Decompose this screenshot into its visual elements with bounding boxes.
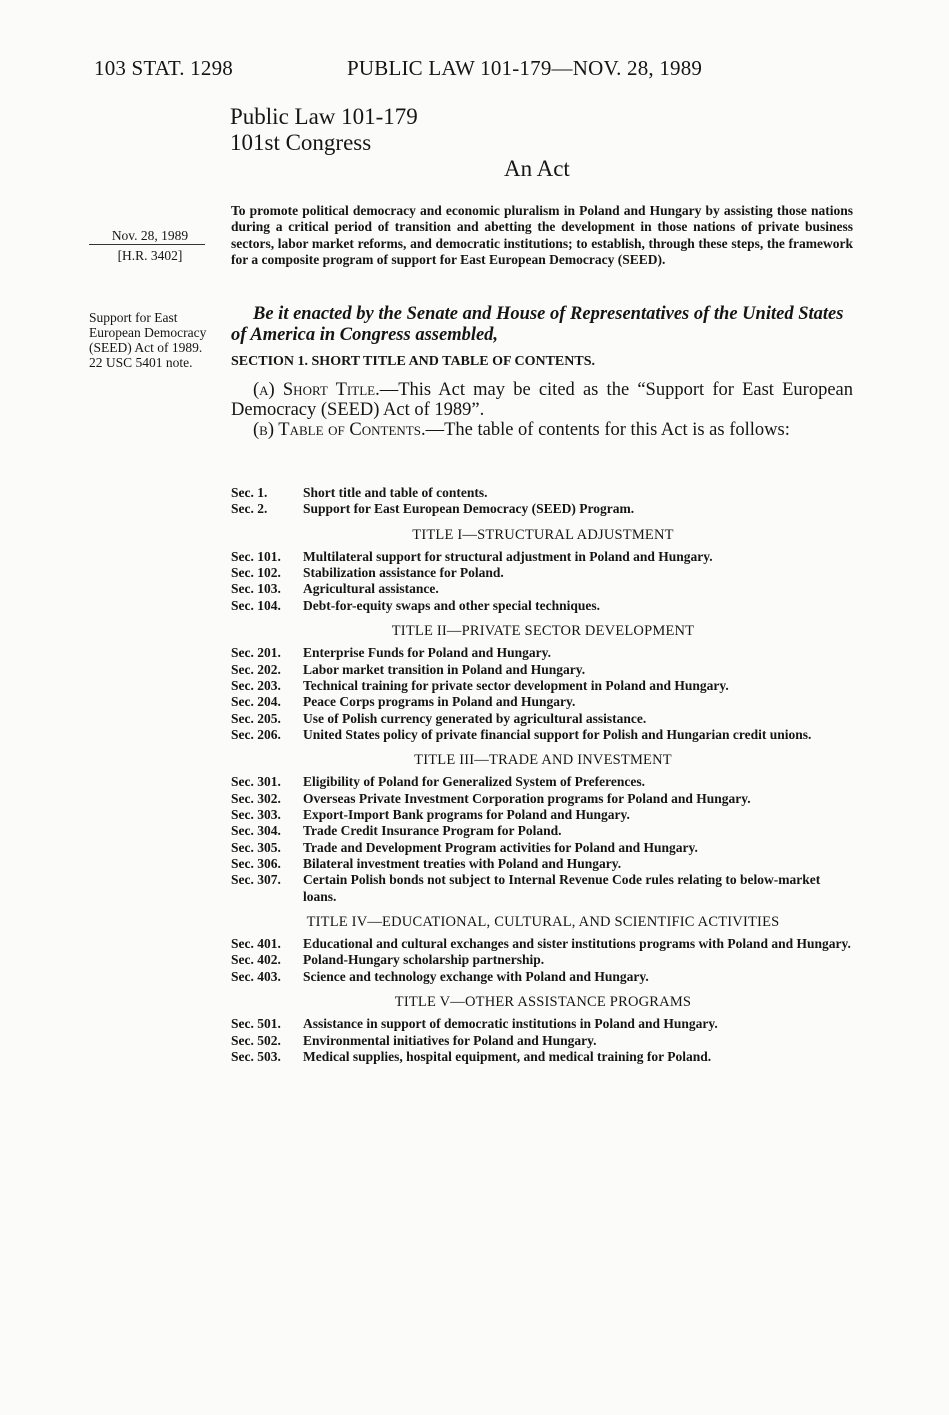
toc-entry [231,598,855,614]
enacting-clause [231,304,853,346]
toc-entry [231,774,855,790]
toc-section-title: Eligibility of Poland for Generalized System of Preferences. [303,774,645,790]
toc-section-number: Sec. 303. [231,807,281,823]
act-label: An Act [504,156,570,181]
toc-section-title: Science and technology exchange with Poland and Hungary. [303,968,649,984]
toc-section-title: Overseas Private Investment Corporation programs for Poland and Hungary. [303,790,751,806]
toc-section-title: Certain Polish bonds not subject to Internal Revenue Code rules relating to below-market loans. [303,872,821,904]
toc-section-number: Sec. 204. [231,694,281,710]
law-title-block [230,104,418,156]
toc-section-number: Sec. 305. [231,839,281,855]
toc-entry [231,727,855,743]
toc-entry [231,807,855,823]
toc-section-number: Sec. 102. [231,565,281,581]
toc-title-heading: TITLE V—OTHER ASSISTANCE PROGRAMS [394,994,692,1011]
date-divider [89,244,205,245]
toc-entry [231,711,855,727]
subsection-a-label: (a) Short Title. [253,380,380,400]
subsection-a [231,380,853,420]
toc-section-number: Sec. 306. [231,855,281,871]
congress-number: 101st Congress [230,130,372,155]
enacting-clause-text: Be it enacted by the Senate and House of Representatives of the United States of America in Congress assembled, [231,304,844,345]
sidenote-usc: 22 USC 5401 note. [89,355,193,370]
toc-section-title: Use of Polish currency generated by agricultural assistance. [303,710,647,726]
toc-section-title: Environmental initiatives for Poland and Hungary. [303,1032,597,1048]
toc-section-title: Medical supplies, hospital equipment, and medical training for Poland. [303,1048,712,1064]
toc-title-heading: TITLE II—PRIVATE SECTOR DEVELOPMENT [391,623,695,640]
toc-title-heading: TITLE III—TRADE AND INVESTMENT [414,752,672,769]
toc-entry [231,856,855,872]
toc-entry [231,501,855,517]
toc-entry [231,645,855,661]
toc-section-title: Labor market transition in Poland and Hungary. [303,661,586,677]
bill-number: [H.R. 3402] [117,248,183,263]
toc-entry [231,1033,855,1049]
public-law-number: Public Law 101-179 [230,104,418,129]
toc-entry [231,872,855,905]
toc-section-number: Sec. 401. [231,936,281,952]
purpose-paragraph: To promote political democracy and economic pluralism in Poland and Hungary by assisting those nations during a critical period of transition and abetting the development in those nations of private business sectors, labor market reforms, and democratic institutions; to establish, through these steps, the framework for a composite program of support for East European Democracy (SEED). [231,203,853,267]
toc-entry [231,1016,855,1032]
toc-entry [231,936,855,952]
toc-entry [231,1049,855,1065]
toc-section-number: Sec. 206. [231,726,281,742]
toc-section-number: Sec. 1. [231,485,268,500]
margin-sidenote [89,310,217,370]
section-heading: SECTION 1. SHORT TITLE AND TABLE OF CONTENTS. [231,354,596,369]
toc-section-number: Sec. 203. [231,677,281,693]
toc-section-title: Assistance in support of democratic institutions in Poland and Hungary. [303,1016,718,1032]
subsection-a-text: —This Act may be cited as the “Support for East European Democracy (SEED) Act of 1989”. [231,380,853,420]
toc-entry [231,662,855,678]
toc-section-title: Multilateral support for structural adjustment in Poland and Hungary. [303,548,713,564]
toc-section-number: Sec. 503. [231,1048,281,1064]
toc-entry [231,823,855,839]
toc-section-title: Short title and table of contents. [303,485,488,500]
toc-section-number: Sec. 304. [231,823,281,839]
toc-entry [231,485,855,501]
margin-date-block [89,228,211,263]
toc-section-number: Sec. 502. [231,1032,281,1048]
toc-entry [231,969,855,985]
subsection-b-text: —The table of contents for this Act is as follows: [425,420,790,440]
toc-section-title: Trade and Development Program activities for Poland and Hungary. [303,839,698,855]
toc-section-number: Sec. 201. [231,645,281,661]
toc-section-title: Poland-Hungary scholarship partnership. [303,952,545,968]
toc-section-title: Educational and cultural exchanges and sister institutions programs with Poland and Hungary. [303,936,851,952]
toc-section-number: Sec. 202. [231,661,281,677]
toc-section-number: Sec. 104. [231,597,281,613]
toc-section-title: Peace Corps programs in Poland and Hungary. [303,694,576,710]
toc-entry [231,791,855,807]
running-head: PUBLIC LAW 101-179—NOV. 28, 1989 [347,56,703,80]
toc-entry [231,840,855,856]
toc-title-heading: TITLE I—STRUCTURAL ADJUSTMENT [412,526,674,543]
toc-section-number: Sec. 301. [231,774,281,790]
toc-entry [231,581,855,597]
toc-section-number: Sec. 307. [231,872,281,888]
section1-body [231,380,853,440]
toc-title-heading: TITLE IV—EDUCATIONAL, CULTURAL, AND SCIENTIFIC ACTIVITIES [306,913,780,930]
toc-section-number: Sec. 302. [231,790,281,806]
sidenote-short-title: Support for East European Democracy (SEED) Act of 1989. [89,310,207,355]
table-of-contents [231,485,855,1065]
toc-section-title: Export-Import Bank programs for Poland and Hungary. [303,807,630,823]
stat-page-number: 103 STAT. 1298 [94,56,233,80]
toc-entry [231,565,855,581]
toc-section-number: Sec. 501. [231,1016,281,1032]
toc-section-title: United States policy of private financial support for Polish and Hungarian credit unions. [303,726,812,742]
toc-entry [231,549,855,565]
toc-section-number: Sec. 402. [231,952,281,968]
toc-entry [231,952,855,968]
enactment-date: Nov. 28, 1989 [111,228,189,243]
toc-section-title: Technical training for private sector development in Poland and Hungary. [303,677,729,693]
toc-section-title: Trade Credit Insurance Program for Poland. [303,823,562,839]
toc-section-title: Support for East European Democracy (SEED) Program. [303,501,635,517]
toc-section-title: Bilateral investment treaties with Poland and Hungary. [303,855,622,871]
subsection-b-label: (b) Table of Contents. [253,420,426,440]
toc-section-number: Sec. 205. [231,710,281,726]
toc-section-title: Enterprise Funds for Poland and Hungary. [303,645,552,661]
toc-section-number: Sec. 101. [231,548,281,564]
toc-section-title: Stabilization assistance for Poland. [303,565,504,581]
toc-section-title: Debt-for-equity swaps and other special techniques. [303,597,601,613]
toc-section-title: Agricultural assistance. [303,581,439,597]
subsection-b [231,420,853,440]
toc-section-number: Sec. 403. [231,968,281,984]
toc-entry [231,694,855,710]
toc-section-number: Sec. 2. [231,501,268,517]
toc-entry [231,678,855,694]
toc-section-number: Sec. 103. [231,581,281,597]
